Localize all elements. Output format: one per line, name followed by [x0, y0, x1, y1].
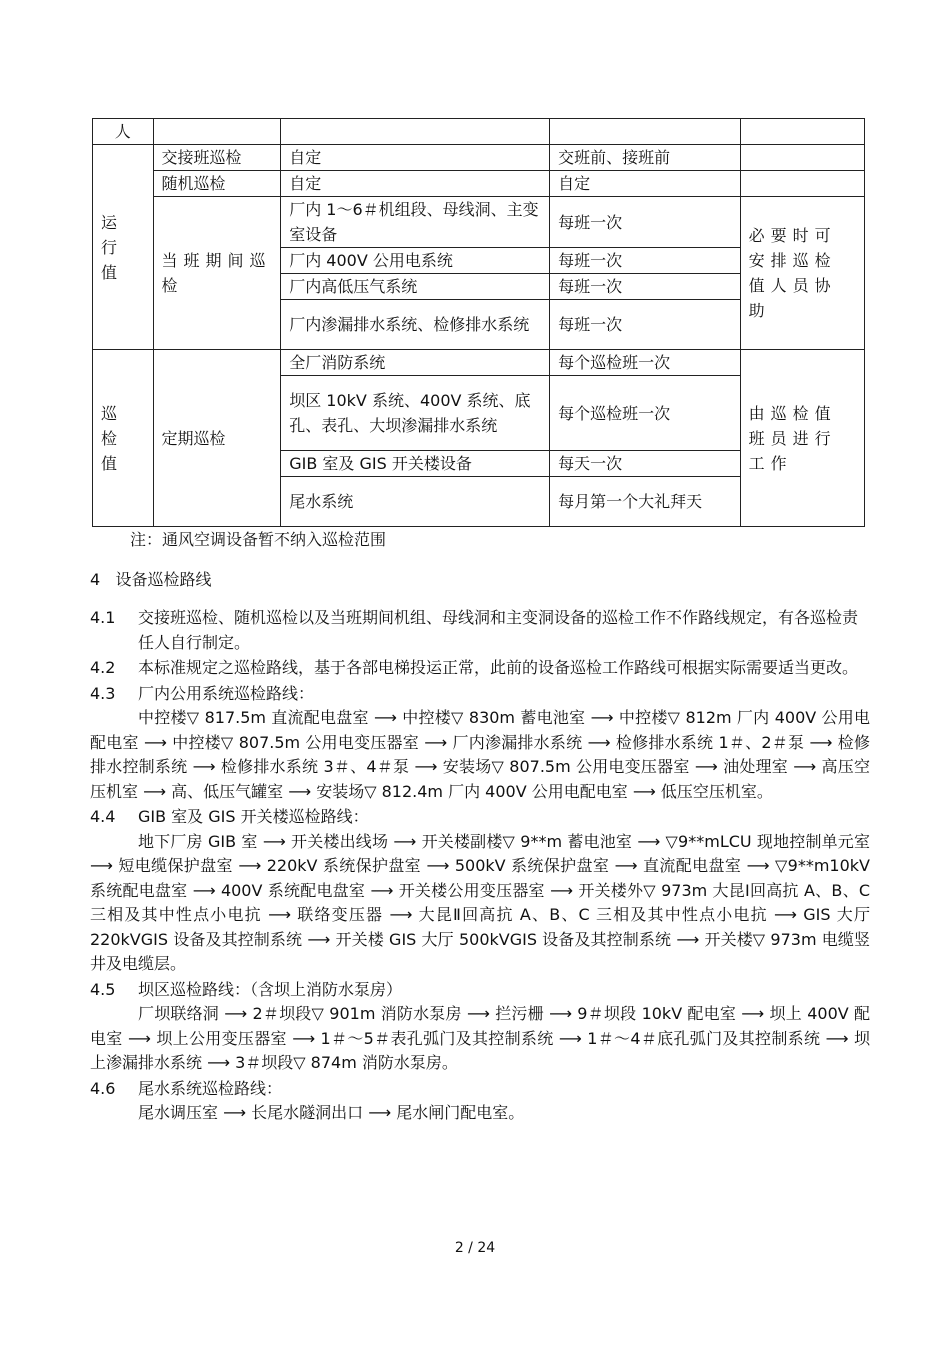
table-cell: 每个巡检班一次	[550, 376, 740, 451]
list-item	[90, 682, 870, 805]
table-cell: 每班一次	[550, 300, 740, 350]
group-label-patrol-shift: 巡 检 值	[93, 350, 154, 527]
item-number: 4.3	[90, 683, 116, 703]
table-cell: 自定	[281, 145, 550, 171]
table-cell: 每班一次	[550, 197, 740, 248]
item-number: 4.4	[90, 807, 116, 826]
route-text: 地下厂房 GIB 室 ⟶ 开关楼出线场 ⟶ 开关楼副楼▽ 9**m 蓄电池室 ⟶ ▽9**mLCU 现地控制单元室 ⟶ 短电缆保护盘室 ⟶ 220kV 系统保护盘室 ⟶ 500kV 系统保护盘室 ⟶ 直流配电盘室 ⟶ ▽9**m10kV 系统配电盘室 ⟶ 400V 系统配电盘室 ⟶ 开关楼公用变压器室 ⟶ 开关楼外▽ 973m 大昆Ⅰ回高抗 A、B、C 三相及其中性点小电抗 ⟶ 联络变压器 ⟶ 大昆Ⅱ回高抗 A、B、C 三相及其中性点小电抗 ⟶ GIS 大厅 220kVGIS 设备及其控制系统 ⟶ 开关楼 GIS 大厅 500kVGIS 设备及其控制系统 ⟶ 开关楼▽ 973m 电缆竖井及电缆层。	[90, 831, 870, 973]
list-item	[90, 656, 870, 681]
table-cell: 定期巡检	[153, 350, 281, 527]
section-number: 4	[90, 570, 101, 589]
table-cell: 厂内 1～6＃机组段、母线洞、主变室设备	[281, 197, 550, 248]
item-number: 4.1	[90, 608, 116, 627]
route-text: 中控楼▽ 817.5m 直流配电盘室 ⟶ 中控楼▽ 830m 蓄电池室 ⟶ 中控楼▽ 812m 厂内 400V 公用电配电室 ⟶ 中控楼▽ 807.5m 公用电变压器室 ⟶ 厂内渗漏排水系统 ⟶ 检修排水系统 1＃、2＃泵 ⟶ 检修排水控制系统 ⟶ 检修排水系统 3＃、4＃泵 ⟶ 安装场▽ 807.5m 公用电变压器室 ⟶ 油处理室 ⟶ 高压空压机室 ⟶ 高、低压气罐室 ⟶ 安装场▽ 812.4m 厂内 400V 公用电配电室 ⟶ 低压空压机室。	[90, 708, 870, 801]
table-cell: 厂内渗漏排水系统、检修排水系统	[281, 300, 550, 350]
table-cell: 每月第一个大礼拜天	[550, 477, 740, 527]
table-cell: 交接班巡检	[153, 145, 281, 171]
table-cell: 坝区 10kV 系统、400V 系统、底孔、表孔、大坝渗漏排水系统	[281, 376, 550, 451]
item-text: 交接班巡检、随机巡检以及当班期间机组、母线洞和主变洞设备的巡检工作不作路线规定，有各巡检责任人自行制定。	[138, 608, 859, 652]
page-number: 2 / 24	[454, 1240, 496, 1256]
table-cell: 人	[93, 119, 154, 145]
table-cell: 厂内 400V 公用电系统	[281, 248, 550, 274]
table-cell: 每个巡检班一次	[550, 350, 740, 376]
item-text: GIB 室及 GIS 开关楼巡检路线：	[138, 807, 369, 826]
table-cell: 自定	[550, 171, 740, 197]
inspection-table	[92, 118, 865, 527]
item-number: 4.2	[90, 658, 116, 677]
table-cell: 厂内高低压气系统	[281, 274, 550, 300]
table-cell: 必要时可安排巡检值人员协助	[740, 197, 864, 350]
group-label-run-shift: 运 行 值	[93, 145, 154, 350]
table-cell: 当班期间巡检	[153, 197, 281, 350]
list-item	[90, 1077, 870, 1126]
table-cell: 每天一次	[550, 451, 740, 477]
table-cell: 随机巡检	[153, 171, 281, 197]
list-item	[90, 606, 870, 655]
section-title: 设备巡检路线	[115, 570, 212, 589]
route-text: 尾水调压室 ⟶ 长尾水隧洞出口 ⟶ 尾水闸门配电室。	[138, 1103, 525, 1122]
item-text: 尾水系统巡检路线：	[138, 1078, 283, 1098]
item-text: 坝区巡检路线：（含坝上消防水泵房）	[138, 979, 403, 999]
route-text: 厂坝联络洞 ⟶ 2＃坝段▽ 901m 消防水泵房 ⟶ 拦污栅 ⟶ 9＃坝段 10kV 配电室 ⟶ 坝上 400V 配电室 ⟶ 坝上公用变压器室 ⟶ 1＃～5＃表孔弧门及其控制系统 ⟶ 1＃～4＃底孔弧门及其控制系统 ⟶ 坝上渗漏排水系统 ⟶ 3＃坝段▽ 874m 消防水泵房。	[90, 1004, 870, 1072]
table-cell: 自定	[281, 171, 550, 197]
table-cell: 由巡检值班员进行工作	[740, 350, 864, 527]
list-item	[90, 978, 870, 1076]
table-cell: 尾水系统	[281, 477, 550, 527]
table-note: 注：通风空调设备暂不纳入巡检范围	[130, 530, 387, 549]
item-number: 4.5	[90, 979, 116, 999]
item-text: 厂内公用系统巡检路线：	[138, 683, 315, 703]
item-text: 本标准规定之巡检路线，基于各部电梯投运正常，此前的设备巡检工作路线可根据实际需要适当更改。	[138, 658, 859, 677]
table-cell: GIB 室及 GIS 开关楼设备	[281, 451, 550, 477]
route-list	[90, 606, 870, 1127]
list-item	[90, 805, 870, 977]
table-cell: 全厂消防系统	[281, 350, 550, 376]
item-number: 4.6	[90, 1078, 116, 1098]
table-cell: 每班一次	[550, 274, 740, 300]
table-cell: 每班一次	[550, 248, 740, 274]
section-heading	[90, 567, 211, 590]
table-cell: 交班前、接班前	[550, 145, 740, 171]
